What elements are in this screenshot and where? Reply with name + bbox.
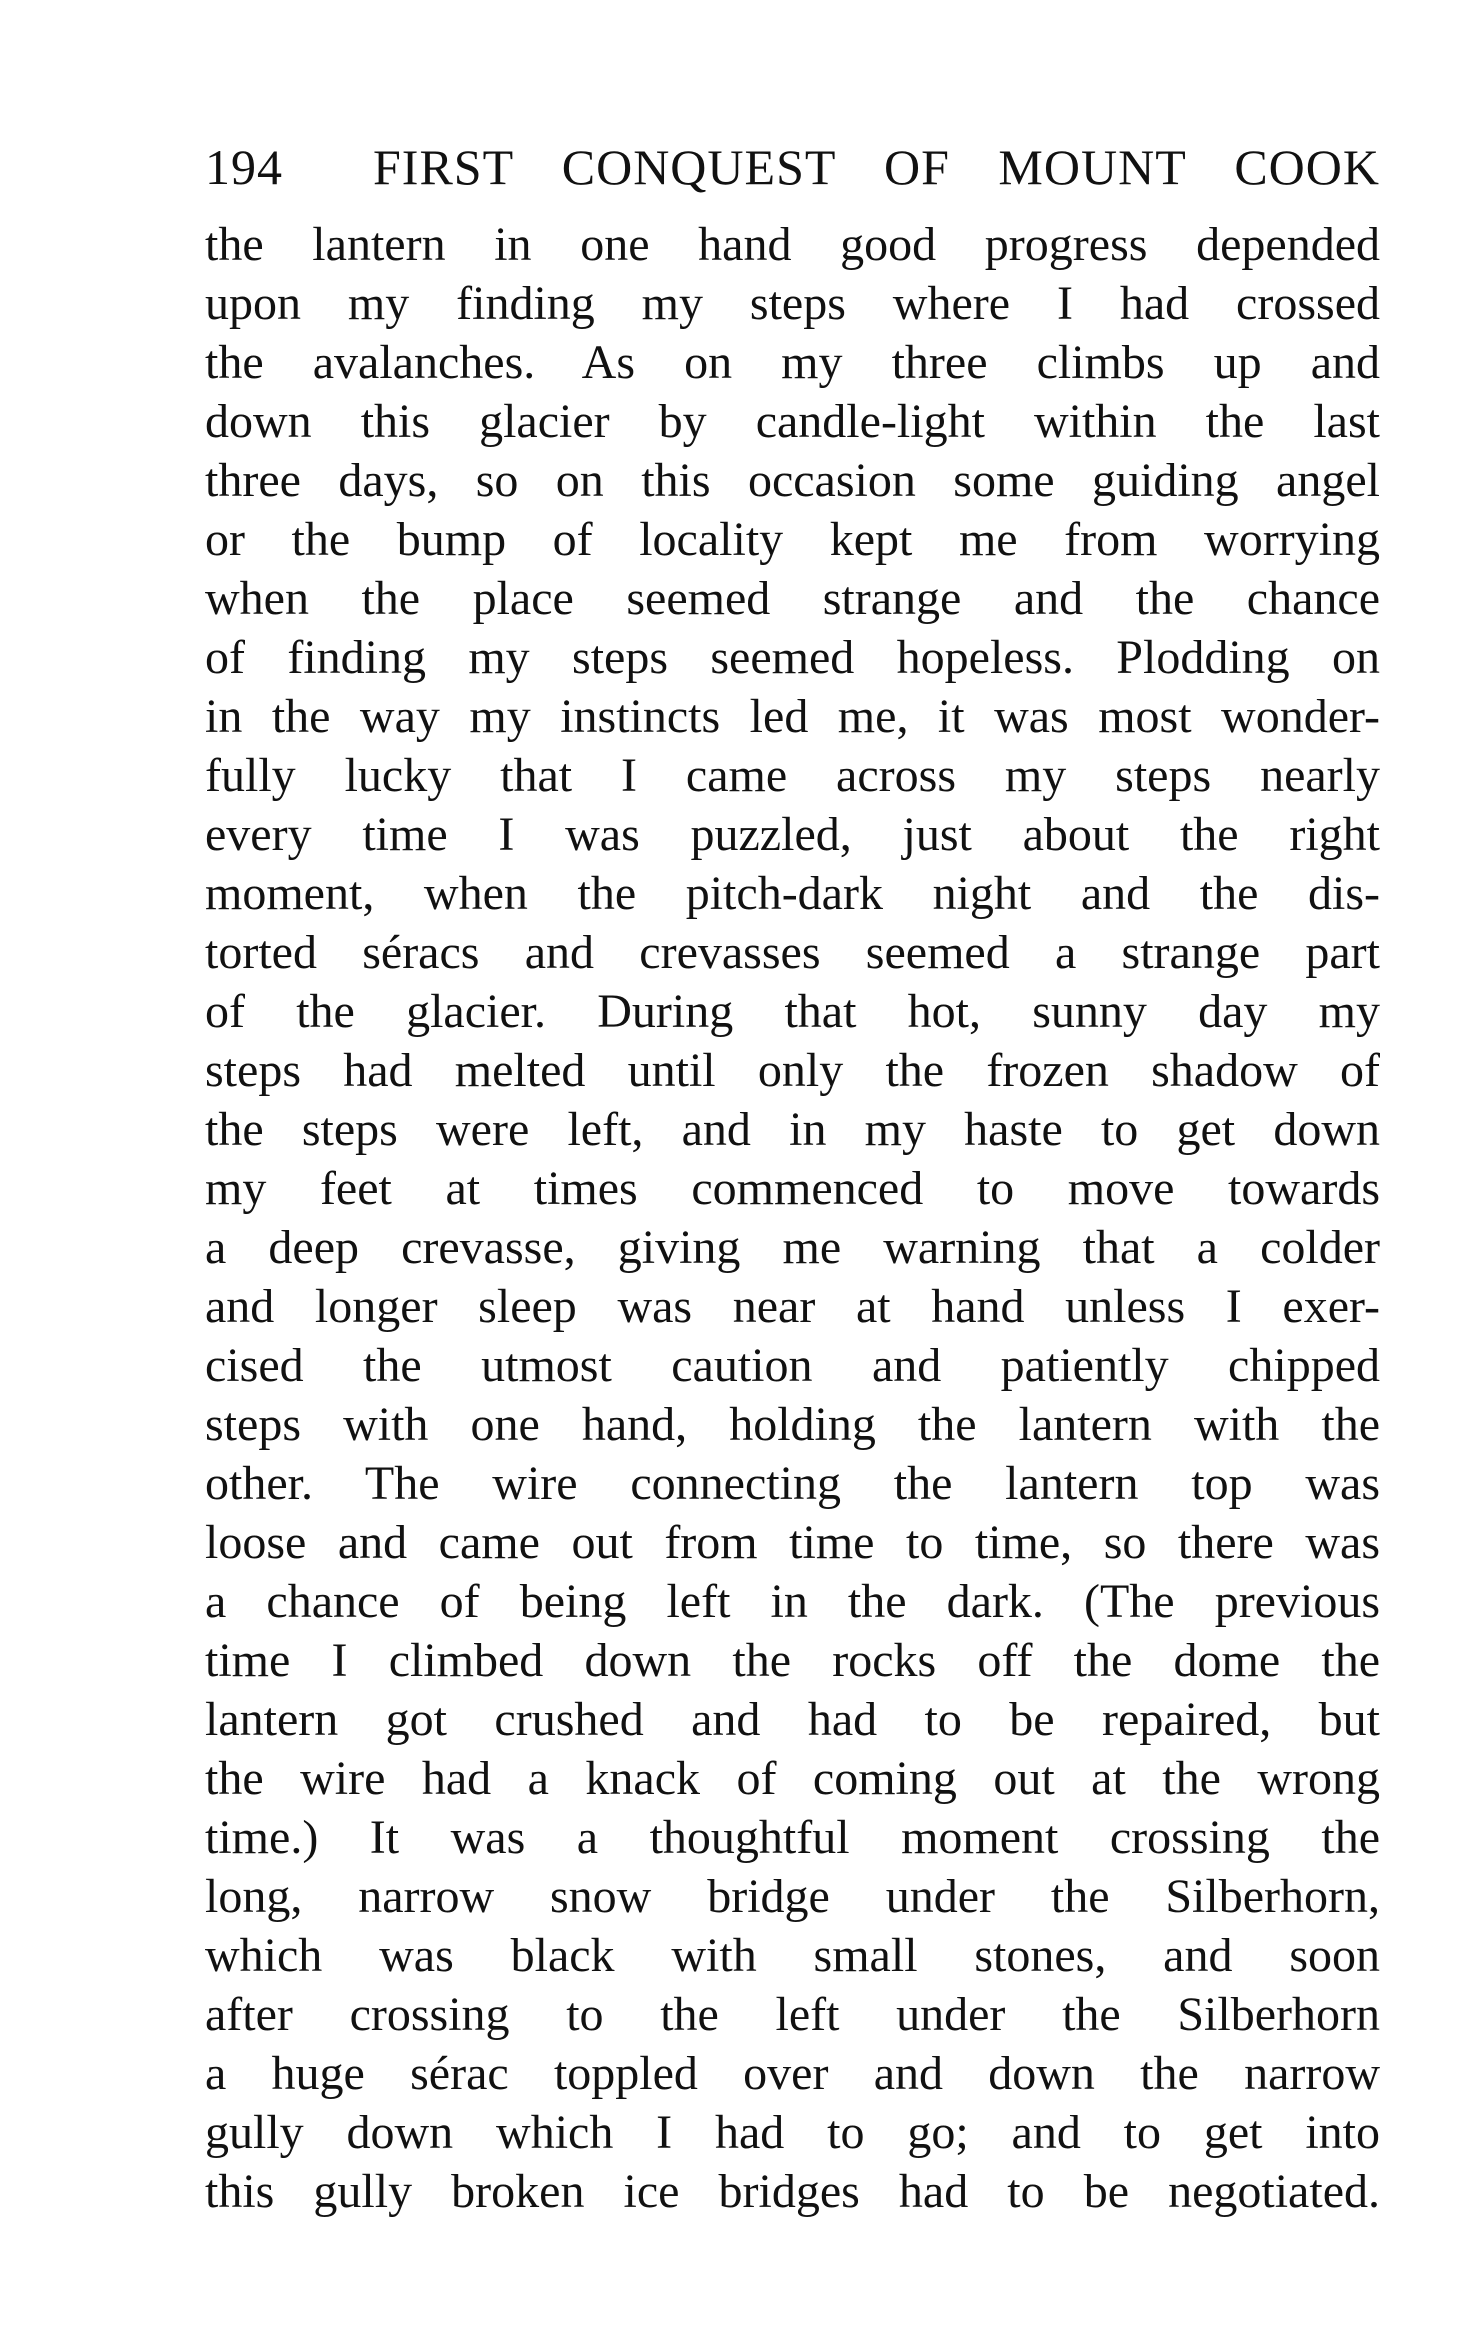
text-line: a huge sérac toppled over and down the narrow — [205, 2047, 1380, 2100]
text-line: my feet at times commenced to move towards — [205, 1162, 1380, 1215]
text-line: long, narrow snow bridge under the Silberhorn, — [205, 1870, 1380, 1923]
text-line: gully down which I had to go; and to get into — [205, 2106, 1380, 2159]
text-line: steps had melted until only the frozen shadow of — [205, 1044, 1380, 1097]
text-line: lantern got crushed and had to be repaired, but — [205, 1693, 1380, 1746]
page-header — [205, 132, 1380, 202]
running-title: FIRST CONQUEST OF MOUNT COOK — [373, 139, 1380, 195]
text-line: every time I was puzzled, just about the right — [205, 808, 1380, 861]
text-line: which was black with small stones, and soon — [205, 1929, 1380, 1982]
text-line: the avalanches. As on my three climbs up and — [205, 336, 1380, 389]
text-line: in the way my instincts led me, it was most wonder- — [205, 690, 1380, 743]
text-line: of finding my steps seemed hopeless. Plodding on — [205, 631, 1380, 684]
text-line: moment, when the pitch-dark night and the dis- — [205, 867, 1380, 920]
text-line: fully lucky that I came across my steps nearly — [205, 749, 1380, 802]
text-line: torted séracs and crevasses seemed a strange part — [205, 926, 1380, 979]
text-line: of the glacier. During that hot, sunny day my — [205, 985, 1380, 1038]
text-line: the steps were left, and in my haste to get down — [205, 1103, 1380, 1156]
text-line: when the place seemed strange and the chance — [205, 572, 1380, 625]
text-line: time I climbed down the rocks off the dome the — [205, 1634, 1380, 1687]
page-number: 194 — [205, 139, 283, 195]
text-line: cised the utmost caution and patiently chipped — [205, 1339, 1380, 1392]
text-line: steps with one hand, holding the lantern with the — [205, 1398, 1380, 1451]
text-line: the wire had a knack of coming out at the wrong — [205, 1752, 1380, 1805]
text-line: other. The wire connecting the lantern top was — [205, 1457, 1380, 1510]
text-line: a chance of being left in the dark. (The previous — [205, 1575, 1380, 1628]
text-line: loose and came out from time to time, so there was — [205, 1516, 1380, 1569]
text-line: down this glacier by candle-light within the last — [205, 395, 1380, 448]
text-line: this gully broken ice bridges had to be negotiated. — [205, 2165, 1380, 2218]
text-line: and longer sleep was near at hand unless I exer- — [205, 1280, 1380, 1333]
text-line: after crossing to the left under the Silberhorn — [205, 1988, 1380, 2041]
text-line: or the bump of locality kept me from worrying — [205, 513, 1380, 566]
text-line: the lantern in one hand good progress depended — [205, 218, 1380, 271]
text-line: a deep crevasse, giving me warning that a colder — [205, 1221, 1380, 1274]
text-line: upon my finding my steps where I had crossed — [205, 277, 1380, 330]
text-line: three days, so on this occasion some guiding angel — [205, 454, 1380, 507]
body-text — [205, 215, 1380, 2221]
text-line: time.) It was a thoughtful moment crossing the — [205, 1811, 1380, 1864]
